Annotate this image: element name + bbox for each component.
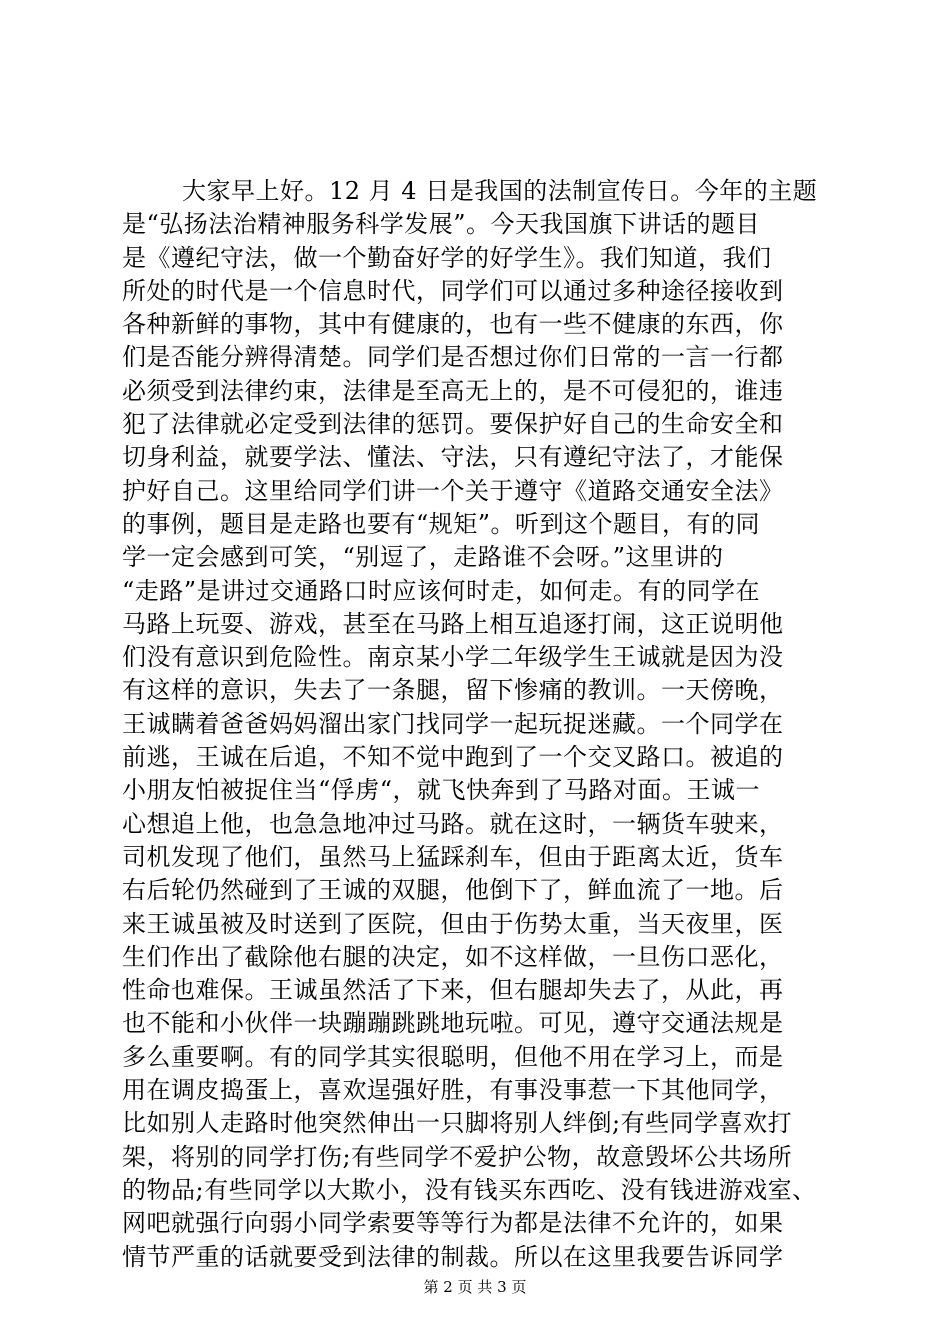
text-line: 大家早上好。12 月 4 日是我国的法制宣传日。今年的主题	[182, 177, 818, 205]
text-line: 的事例，题目是走路也要有“规矩”。听到这个题目，有的同	[122, 509, 761, 538]
text-line: 生们作出了截除他右腿的决定，如不这样做，一旦伤口恶化，	[122, 942, 784, 971]
text-line: 学一定会感到可笑，“别逗了，走路谁不会呀。”这里讲的	[122, 543, 724, 572]
text-line: 是《遵纪守法，做一个勤奋好学的好学生》。我们知道，我们	[122, 243, 772, 272]
page-footer: 第 2 页 共 3 页	[423, 1278, 527, 1296]
text-line: 用在调皮捣蛋上，喜欢逞强好胜，有事没事惹一下其他同学，	[122, 1076, 784, 1105]
text-line: 也不能和小伙伴一块蹦蹦跳跳地玩啦。可见，遵守交通法规是	[122, 1009, 784, 1038]
text-line: 王诚瞒着爸爸妈妈溜出家门找同学一起玩捉迷藏。一个同学在	[122, 709, 784, 738]
text-line: 架，将别的同学打伤;有些同学不爱护公物，故意毁坏公共场所	[122, 1142, 793, 1171]
text-line: 来王诚虽被及时送到了医院，但由于伤势太重，当天夜里，医	[122, 909, 784, 938]
text-line: 各种新鲜的事物，其中有健康的，也有一些不健康的东西，你	[122, 310, 784, 339]
text-line: 马路上玩耍、游戏，甚至在马路上相互追逐打闹，这正说明他	[122, 609, 784, 638]
text-line: 多么重要啊。有的同学其实很聪明，但他不用在学习上，而是	[122, 1042, 784, 1071]
text-line: 前逃，王诚在后追，不知不觉中跑到了一个交叉路口。被追的	[122, 743, 784, 772]
text-line: 情节严重的话就要受到法律的制裁。所以在这里我要告诉同学	[122, 1242, 784, 1271]
text-line: 网吧就强行向弱小同学索要等等行为都是法律不允许的，如果	[122, 1209, 784, 1238]
text-line: 的物品;有些同学以大欺小，没有钱买东西吃、没有钱进游戏室、	[122, 1175, 817, 1204]
text-line: 们没有意识到危险性。南京某小学二年级学生王诚就是因为没	[122, 643, 784, 672]
text-line: 比如别人走路时他突然伸出一只脚将别人绊倒;有些同学喜欢打	[122, 1109, 793, 1138]
text-line: 性命也难保。王诚虽然活了下来，但右腿却失去了，从此，再	[122, 976, 784, 1005]
text-line: 小朋友怕被捉住当“俘虏“，就飞快奔到了马路对面。王诚一	[122, 776, 761, 805]
text-line: 护好自己。这里给同学们讲一个关于遵守《道路交通安全法》	[122, 476, 784, 505]
text-line: 犯了法律就必定受到法律的惩罚。要保护好自己的生命安全和	[122, 410, 784, 439]
text-line: 们是否能分辨得清楚。同学们是否想过你们日常的一言一行都	[122, 343, 784, 372]
body-text	[122, 175, 834, 1274]
text-line: 切身利益，就要学法、懂法、守法，只有遵纪守法了，才能保	[122, 443, 784, 472]
text-line: 所处的时代是一个信息时代，同学们可以通过多种途径接收到	[122, 276, 784, 305]
text-line: 心想追上他，也急急地冲过马路。就在这时，一辆货车驶来，	[122, 809, 784, 838]
text-line: 是“弘扬法治精神服务科学发展”。今天我国旗下讲话的题目	[122, 210, 761, 239]
text-line: 有这样的意识，失去了一条腿，留下惨痛的教训。一天傍晚，	[122, 676, 784, 705]
text-line: 司机发现了他们，虽然马上猛踩刹车，但由于距离太近，货车	[122, 842, 784, 871]
text-line: 右后轮仍然碰到了王诚的双腿，他倒下了，鲜血流了一地。后	[122, 876, 784, 905]
text-line: “走路”是讲过交通路口时应该何时走，如何走。有的同学在	[122, 576, 761, 605]
text-line: 必须受到法律约束，法律是至高无上的，是不可侵犯的，谁违	[122, 376, 784, 405]
